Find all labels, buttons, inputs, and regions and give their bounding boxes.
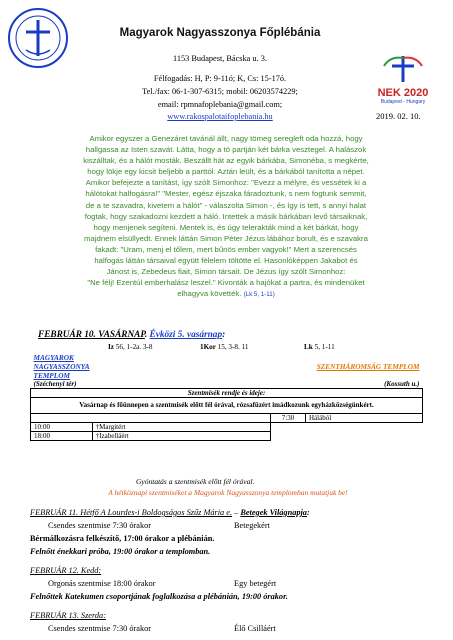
tuesday-note-1: Felnőttek Katekumen csoportjának foglalkozása a plébánián, 19:00 órakor. <box>30 592 288 601</box>
gospel-line: fogtak, hogy szakadozni kezdett a háló. Intettek a másik bárkában levő társaiknak, <box>84 211 368 221</box>
gospel-line: fakadt: "Uram, menj el tőlem, mert bűnös ember vagyok!" Mert a szerencsés <box>95 244 357 254</box>
gospel-line: Amikor egyszer a Genezáret tavánál állt, nagy tömeg seregleft oda hozzá, hogy <box>89 134 363 143</box>
gospel-line: hogy menjenek segíteni. Mentek is, és úgy telerakták mind a két bárkát, hogy <box>93 222 359 232</box>
weekday-note: A hétköznapi szentmiséket a Magyarok Nagyasszonya templomban mutatjuk be! <box>108 488 348 497</box>
gospel-line: hallgassa az Isten szavát. Látta, hogy a tó partján két bárka vesztegel. A halászok <box>85 145 367 155</box>
gospel-reference: (Lk 5, 1-11) <box>243 291 275 299</box>
website-link[interactable]: www.rakospalotaifoplebania.hu <box>167 112 273 121</box>
office-hours: Félfogadás: H, P: 9-11ó; K, Cs: 15-17ó. <box>153 74 287 83</box>
nek-title: NEK 2020 <box>377 87 429 99</box>
nek-emblem-icon <box>366 54 440 84</box>
reading-3: Lk 5, 1-11 <box>304 343 335 351</box>
sunday-title: FEBRUÁR 10. VASÁRNAP <box>38 330 145 340</box>
mass-time-2: 18:00 <box>31 432 93 441</box>
mass-time-1: 10:00 <box>31 423 93 432</box>
gospel-line: halfogás láttán társaival együtt félelem töltötte el. Hasonlóképpen Jakabot és <box>94 256 358 266</box>
gospel-line: majdnem elsüllyedt. Ennek láttán Simon Péter Jézus lábához borult, és e szavakra <box>84 233 368 243</box>
gospel-text <box>30 133 422 300</box>
email-line: email: rpmnafoplebania@gmail.com; <box>157 100 283 109</box>
gospel-last-line: elhagyva követték. <box>177 289 242 299</box>
gospel-line: de a te szavadra, kivetem a hálót" - válaszolta Simon -, és így is tett, s annyi halat <box>85 200 367 210</box>
day-heading-monday: FEBRUÁR 11. Hétfő A Lourdes-i Boldogságos Szűz Mária e. – Betegek Világnapja: <box>30 508 310 517</box>
monday-mass: Csendes szentmise 7:30 órakor Betegekért <box>48 521 270 530</box>
gospel-line: hálótokat halfogásra!" "Mester, egész éjszaka fáradoztunk, s nem fogtunk semmit, <box>85 189 367 199</box>
monday-note-1: Bérmálkozásra felkészítő, 17:00 órakor a plébánián. <box>30 534 215 543</box>
right-mass-intent: Hálából <box>306 414 423 423</box>
tuesday-mass: Orgonás szentmise 18:00 órakor Egy betegért <box>48 579 277 588</box>
parish-address: 1153 Budapest, Bácska u. 3. <box>173 54 267 63</box>
gospel-line: hogy lökje egy kicsit beljebb a parttól. Aztán leült, és a bárkából tanította a népet. <box>87 167 365 177</box>
right-mass-time: 7:30 <box>271 414 306 423</box>
nek-subtitle: Budapest - Hungary <box>380 99 426 105</box>
sunday-heading: FEBRUÁR 10. VASÁRNAP. Évközi 5. vasárnap: <box>38 330 226 340</box>
church-right-location: (Kossuth u.) <box>384 380 420 388</box>
day-heading-tuesday: FEBRUÁR 12. Kedd: <box>30 566 102 575</box>
day-heading-wednesday: FEBRUÁR 13. Szerda: <box>30 611 106 620</box>
mass-intent-1: †Margitért <box>92 423 270 432</box>
gospel-line: Jánost is, Zebedeus fiait, Simon társait. De Jézus így szólt Simonhoz: <box>106 267 346 277</box>
mass-order-title: Szentmisék rendje és ideje: <box>31 389 423 398</box>
reading-1: Iz 56, 1-2a. 3-8 <box>108 343 153 351</box>
confession-note: Gyóntatás a szentmisék előtt fél órával. <box>136 477 255 486</box>
wednesday-mass: Csendes szentmise 7:30 órakor Élő Csilláért <box>48 624 276 633</box>
gospel-line: Amikor befejezte a tanítást, így szólt Simonhoz: "Evezz a mélyre, és vessétek ki a <box>85 178 367 188</box>
church-left-name: MAGYAROK NAGYASSZONYA TEMPLOM <box>33 353 90 380</box>
phone-line: Tel./fax: 06-1-307-6315; mobil: 06203574229; <box>142 87 298 96</box>
bulletin-date: 2019. 02. 10. <box>376 111 421 121</box>
sunday-subtitle: Évközi 5. vasárnap <box>149 330 223 340</box>
church-left-location: (Széchenyi tér) <box>33 380 77 388</box>
mass-schedule-table <box>30 353 423 441</box>
nek-logo <box>366 54 440 110</box>
reading-2: 1Kor 15, 3-8. 11 <box>200 343 249 351</box>
monday-highlight: Betegek Világnapja <box>240 508 307 517</box>
holiday-note: Vasárnap és főünnepen a szentmisék előtt fél órával, rózsafüzért imádkozunk egyházközségünkért. <box>31 398 423 414</box>
monday-note-2: Felnőtt énekkari próba, 19:00 órakor a templomban. <box>30 547 211 556</box>
parish-title: Magyarok Nagyasszonya Főplébánia <box>119 27 321 39</box>
parish-logo-icon <box>6 6 70 70</box>
gospel-line: kiszálltak, és a hálót mosták. Beszállt hát az egyik bárkába, Simonéba, s megkérte, <box>83 156 369 166</box>
gospel-line: "Ne félj! Ezentúl emberhalász leszel." Kivonták a hajókat a partra, és mindenüket <box>87 278 365 288</box>
church-right-name: SZENTHÁROMSÁG TEMPLOM <box>316 362 420 371</box>
mass-intent-2: †Izabelláért <box>92 432 270 441</box>
